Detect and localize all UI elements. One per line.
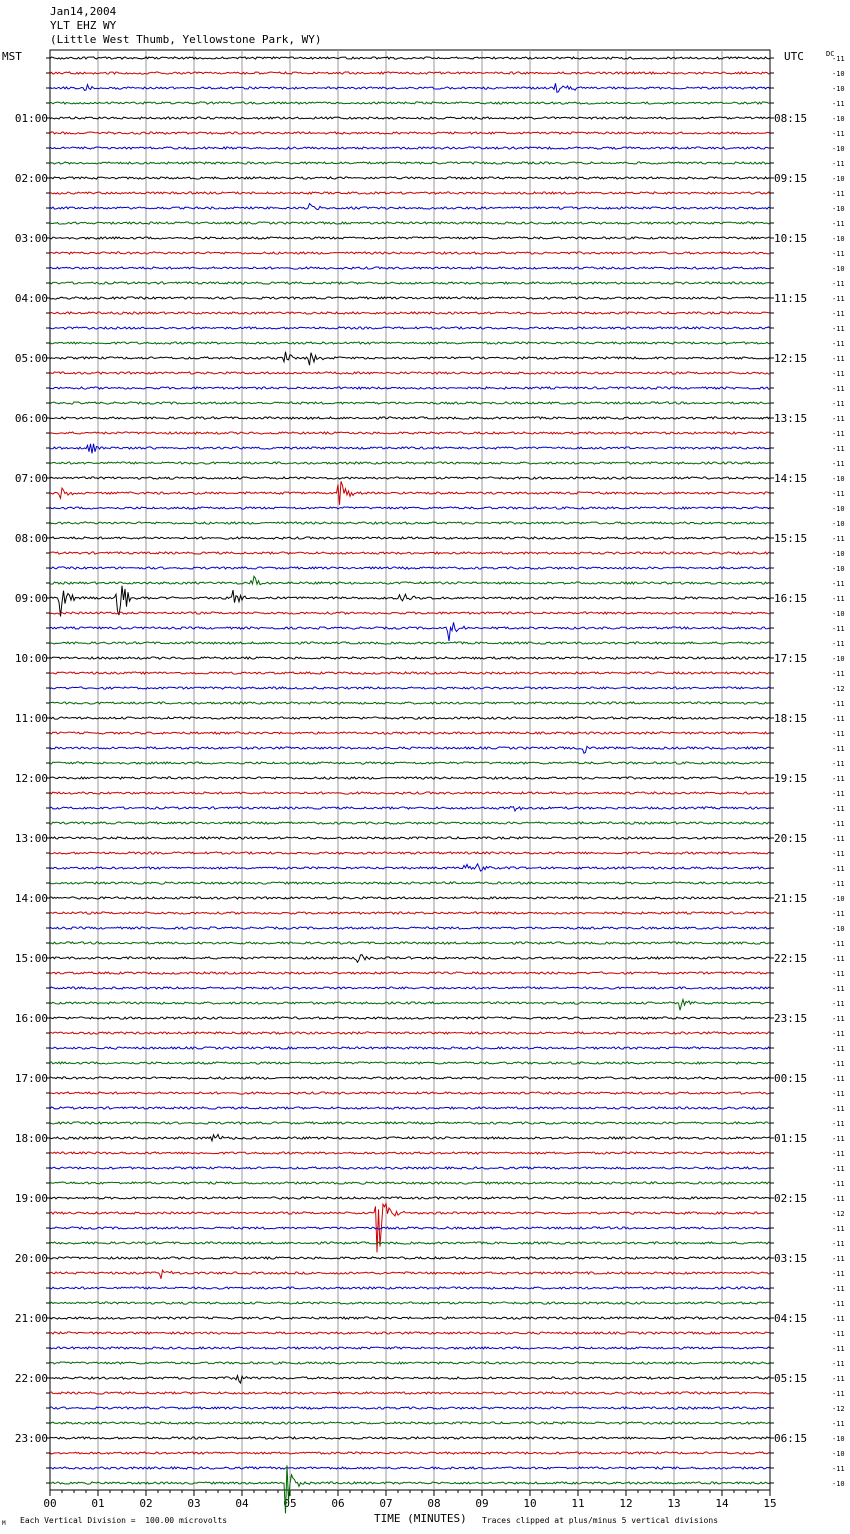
dc-offset-header: DC [826,50,835,58]
right-hour-label: 16:15 [774,592,808,605]
dc-offset-label: -11 [832,955,845,963]
trace-row [50,1437,770,1439]
dc-offset-label: -11 [832,325,845,333]
dc-offset-label: -12 [832,1210,845,1218]
right-hour-label: 14:15 [774,472,808,485]
trace-row [50,852,770,854]
dc-offset-label: -11 [832,850,845,858]
trace-row [50,777,770,779]
dc-offset-label: -11 [832,310,845,318]
trace-row [50,1107,770,1109]
dc-offset-label: -10 [832,205,845,213]
dc-offset-label: -11 [832,370,845,378]
trace-row [50,746,770,753]
dc-offset-label: -11 [832,700,845,708]
dc-offset-label: -11 [832,295,845,303]
dc-offset-label: -11 [832,670,845,678]
trace-row [50,1182,770,1184]
left-hour-label: 10:00 [14,652,48,665]
trace-row [50,72,770,74]
trace-row [50,1122,770,1124]
dc-offset-label: -10 [832,235,845,243]
right-hour-label: 02:15 [774,1192,808,1205]
dc-offset-label: -11 [832,880,845,888]
trace-row [50,657,770,659]
right-hour-label: 18:15 [774,712,808,725]
dc-offset-label: -11 [832,400,845,408]
trace-row [50,327,770,329]
trace-row [50,1270,770,1279]
trace-row [50,147,770,149]
dc-offset-label: -10 [832,655,845,663]
dc-offset-label: -11 [832,1420,845,1428]
x-tick-label: 10 [523,1497,537,1510]
trace-row [50,1000,770,1011]
trace-row [50,864,770,871]
x-tick-label: 00 [43,1497,57,1510]
trace-row [50,1197,770,1199]
left-hour-label: 11:00 [14,712,48,725]
dc-offset-label: -11 [832,355,845,363]
dc-offset-label: -11 [832,460,845,468]
trace-row [50,192,770,194]
dc-offset-label: -10 [832,1450,845,1458]
x-axis-title: TIME (MINUTES) [374,1512,467,1525]
dc-offset-label: -10 [832,895,845,903]
dc-offset-label: -10 [832,475,845,483]
dc-offset-label: -11 [832,1300,845,1308]
trace-row [50,1017,770,1019]
left-hour-label: 20:00 [14,1252,48,1265]
trace-row [50,1317,770,1319]
dc-offset-label: -11 [832,580,845,588]
dc-offset-label: -11 [832,280,845,288]
left-hour-label: 13:00 [14,832,48,845]
trace-row [50,1302,770,1304]
trace-row [50,1242,770,1244]
dc-offset-label: -11 [832,775,845,783]
trace-row [50,477,770,479]
dc-offset-label: -11 [832,1390,845,1398]
right-timezone-label: UTC [784,50,804,63]
dc-offset-label: -11 [832,220,845,228]
dc-offset-label: -11 [832,1000,845,1008]
dc-offset-label: -11 [832,595,845,603]
dc-offset-label: -10 [832,1435,845,1443]
trace-row [50,204,770,210]
trace-row [50,567,770,569]
x-tick-label: 02 [139,1497,153,1510]
right-hour-label: 22:15 [774,952,808,965]
trace-row [50,402,770,404]
dc-offset-label: -11 [832,820,845,828]
trace-row [50,942,770,944]
trace-row [50,612,770,614]
trace-row [50,83,770,92]
trace-row [50,1287,770,1289]
trace-row [50,462,770,464]
dc-offset-label: -11 [832,715,845,723]
left-hour-label: 04:00 [14,292,48,305]
left-hour-label: 19:00 [14,1192,48,1205]
trace-row [50,1077,770,1079]
trace-row [50,1407,770,1409]
trace-row [50,237,770,239]
dc-offset-label: -11 [832,340,845,348]
right-hour-label: 15:15 [774,532,808,545]
trace-row [50,117,770,119]
dc-offset-label: -11 [832,745,845,753]
dc-offset-label: -10 [832,1480,845,1488]
trace-row [50,1167,770,1169]
right-hour-label: 01:15 [774,1132,808,1145]
dc-offset-label: -11 [832,55,845,63]
trace-row [50,522,770,524]
dc-offset-label: -11 [832,1225,845,1233]
right-hour-label: 03:15 [774,1252,808,1265]
dc-offset-label: -11 [832,1045,845,1053]
dc-offset-label: -11 [832,445,845,453]
dc-offset-label: -10 [832,145,845,153]
x-tick-label: 15 [763,1497,777,1510]
dc-offset-label: -11 [832,385,845,393]
dc-offset-label: -11 [832,1270,845,1278]
station-label: YLT EHZ WY [50,19,117,32]
x-tick-label: 09 [475,1497,489,1510]
trace-row [50,444,770,454]
dc-offset-label: -12 [832,685,845,693]
right-hour-label: 04:15 [774,1312,808,1325]
right-hour-label: 23:15 [774,1012,808,1025]
dc-offset-label: -11 [832,1330,845,1338]
trace-row [50,882,770,884]
dc-offset-label: -11 [832,970,845,978]
left-hour-label: 12:00 [14,772,48,785]
dc-offset-label: -11 [832,1150,845,1158]
dc-offset-label: -11 [832,1315,845,1323]
trace-row [50,417,770,419]
trace-row [50,1392,770,1394]
trace-row [50,387,770,389]
right-hour-label: 20:15 [774,832,808,845]
left-hour-label: 02:00 [14,172,48,185]
trace-row [50,1032,770,1034]
trace-row [50,432,770,434]
dc-offset-label: -11 [832,415,845,423]
dc-offset-label: -11 [832,1060,845,1068]
x-tick-label: 03 [187,1497,201,1510]
dc-offset-label: -11 [832,190,845,198]
dc-offset-label: -11 [832,805,845,813]
dc-offset-label: -11 [832,1075,845,1083]
left-hour-label: 09:00 [14,592,48,605]
dc-offset-label: -11 [832,1165,845,1173]
trace-row [50,1467,770,1469]
trace-row [50,552,770,554]
trace-row [50,912,770,914]
dc-offset-label: -11 [832,985,845,993]
dc-offset-label: -11 [832,160,845,168]
plot-frame [50,50,770,1490]
trace-row [50,1152,770,1154]
trace-row [50,1422,770,1424]
left-hour-label: 03:00 [14,232,48,245]
right-hour-label: 09:15 [774,172,808,185]
left-timezone-label: MST [2,50,22,63]
trace-row [50,1347,770,1349]
dc-offset-label: -10 [832,520,845,528]
trace-row [50,972,770,974]
dc-offset-label: -11 [832,130,845,138]
left-hour-label: 14:00 [14,892,48,905]
dc-offset-label: -10 [832,550,845,558]
dc-offset-label: -11 [832,760,845,768]
dc-offset-label: -11 [832,1135,845,1143]
trace-row [50,1047,770,1049]
trace-row [50,1062,770,1064]
dc-offset-label: -11 [832,640,845,648]
right-hour-label: 00:15 [774,1072,808,1085]
left-hour-label: 22:00 [14,1372,48,1385]
trace-row [50,352,770,366]
dc-offset-label: -10 [832,115,845,123]
trace-row [50,1134,770,1140]
location-label: (Little West Thumb, Yellowstone Park, WY) [50,33,322,46]
x-tick-label: 12 [619,1497,633,1510]
trace-row [50,762,770,764]
dc-offset-label: -11 [832,1240,845,1248]
trace-row [50,1332,770,1334]
left-hour-label: 15:00 [14,952,48,965]
trace-row [50,717,770,719]
dc-offset-label: -10 [832,265,845,273]
right-hour-label: 12:15 [774,352,808,365]
dc-offset-label: -11 [832,625,845,633]
dc-offset-label: -10 [832,505,845,513]
dc-offset-label: -11 [832,790,845,798]
trace-row [50,282,770,284]
dc-offset-label: -10 [832,565,845,573]
trace-row [50,687,770,689]
trace-row [50,837,770,839]
trace-row [50,955,770,963]
trace-row [50,1465,770,1513]
dc-offset-label: -11 [832,1090,845,1098]
right-hour-label: 08:15 [774,112,808,125]
trace-row [50,222,770,224]
right-hour-label: 06:15 [774,1432,808,1445]
trace-row [50,702,770,704]
left-hour-label: 07:00 [14,472,48,485]
right-hour-label: 13:15 [774,412,808,425]
trace-row [50,1227,770,1229]
x-tick-label: 06 [331,1497,345,1510]
x-tick-label: 05 [283,1497,297,1510]
right-hour-label: 19:15 [774,772,808,785]
trace-row [50,1362,770,1364]
trace-row [50,537,770,539]
trace-row [50,481,770,505]
trace-row [50,897,770,899]
left-hour-label: 17:00 [14,1072,48,1085]
left-hour-label: 06:00 [14,412,48,425]
dc-offset-label: -11 [832,100,845,108]
dc-offset-label: -11 [832,1285,845,1293]
left-hour-label: 01:00 [14,112,48,125]
trace-row [50,372,770,374]
right-hour-label: 10:15 [774,232,808,245]
left-hour-label: 21:00 [14,1312,48,1325]
trace-row [50,297,770,299]
dc-offset-label: -11 [832,835,845,843]
right-hour-label: 11:15 [774,292,808,305]
trace-row [50,987,770,989]
trace-row [50,267,770,269]
dc-offset-label: -11 [832,535,845,543]
x-tick-label: 13 [667,1497,681,1510]
dc-offset-label: -11 [832,1375,845,1383]
trace-row [50,642,770,644]
clip-note: Traces clipped at plus/minus 5 vertical divisions [482,1516,719,1525]
left-hour-label: 23:00 [14,1432,48,1445]
trace-row [50,252,770,254]
trace-row [50,732,770,734]
trace-row [50,312,770,314]
dc-offset-label: -11 [832,1015,845,1023]
dc-offset-label: -10 [832,610,845,618]
dc-offset-label: -11 [832,940,845,948]
left-hour-label: 05:00 [14,352,48,365]
trace-row [50,792,770,794]
dc-offset-label: -11 [832,910,845,918]
dc-offset-label: -11 [832,1180,845,1188]
dc-offset-label: -11 [832,1195,845,1203]
left-hour-label: 16:00 [14,1012,48,1025]
dc-offset-label: -11 [832,1360,845,1368]
trace-row [50,822,770,824]
trace-row [50,177,770,179]
trace-row [50,162,770,164]
x-tick-label: 07 [379,1497,393,1510]
x-tick-label: 08 [427,1497,441,1510]
dc-offset-label: -10 [832,925,845,933]
dc-offset-label: -11 [832,250,845,258]
trace-row [50,1257,770,1259]
dc-offset-label: -10 [832,70,845,78]
dc-offset-label: -10 [832,175,845,183]
dc-offset-label: -11 [832,1255,845,1263]
trace-row [50,927,770,929]
right-hour-label: 17:15 [774,652,808,665]
left-hour-label: 18:00 [14,1132,48,1145]
scale-note: Each Vertical Division = 100.00 microvolts [20,1516,228,1525]
trace-row [50,807,770,812]
dc-offset-label: -11 [832,865,845,873]
footer-mark: M [2,1520,6,1527]
dc-offset-label: -11 [832,1030,845,1038]
trace-row [50,507,770,509]
trace-row [50,576,770,584]
trace-row [50,1092,770,1094]
dc-offset-label: -11 [832,1120,845,1128]
x-tick-label: 04 [235,1497,249,1510]
right-hour-label: 21:15 [774,892,808,905]
dc-offset-label: -11 [832,1105,845,1113]
x-tick-label: 11 [571,1497,585,1510]
trace-row [50,342,770,344]
dc-offset-label: -10 [832,85,845,93]
dc-offset-label: -11 [832,730,845,738]
dc-offset-label: -11 [832,490,845,498]
left-hour-label: 08:00 [14,532,48,545]
trace-row [50,622,770,641]
x-tick-label: 01 [91,1497,105,1510]
dc-offset-label: -11 [832,1465,845,1473]
date-label: Jan14,2004 [50,5,117,18]
right-hour-label: 05:15 [774,1372,808,1385]
dc-offset-label: -11 [832,430,845,438]
trace-row [50,57,770,59]
x-tick-label: 14 [715,1497,729,1510]
dc-offset-label: -12 [832,1405,845,1413]
trace-row [50,102,770,104]
trace-row [50,1376,770,1384]
trace-row [50,132,770,134]
dc-offset-label: -11 [832,1345,845,1353]
trace-row [50,1452,770,1454]
trace-row [50,672,770,674]
